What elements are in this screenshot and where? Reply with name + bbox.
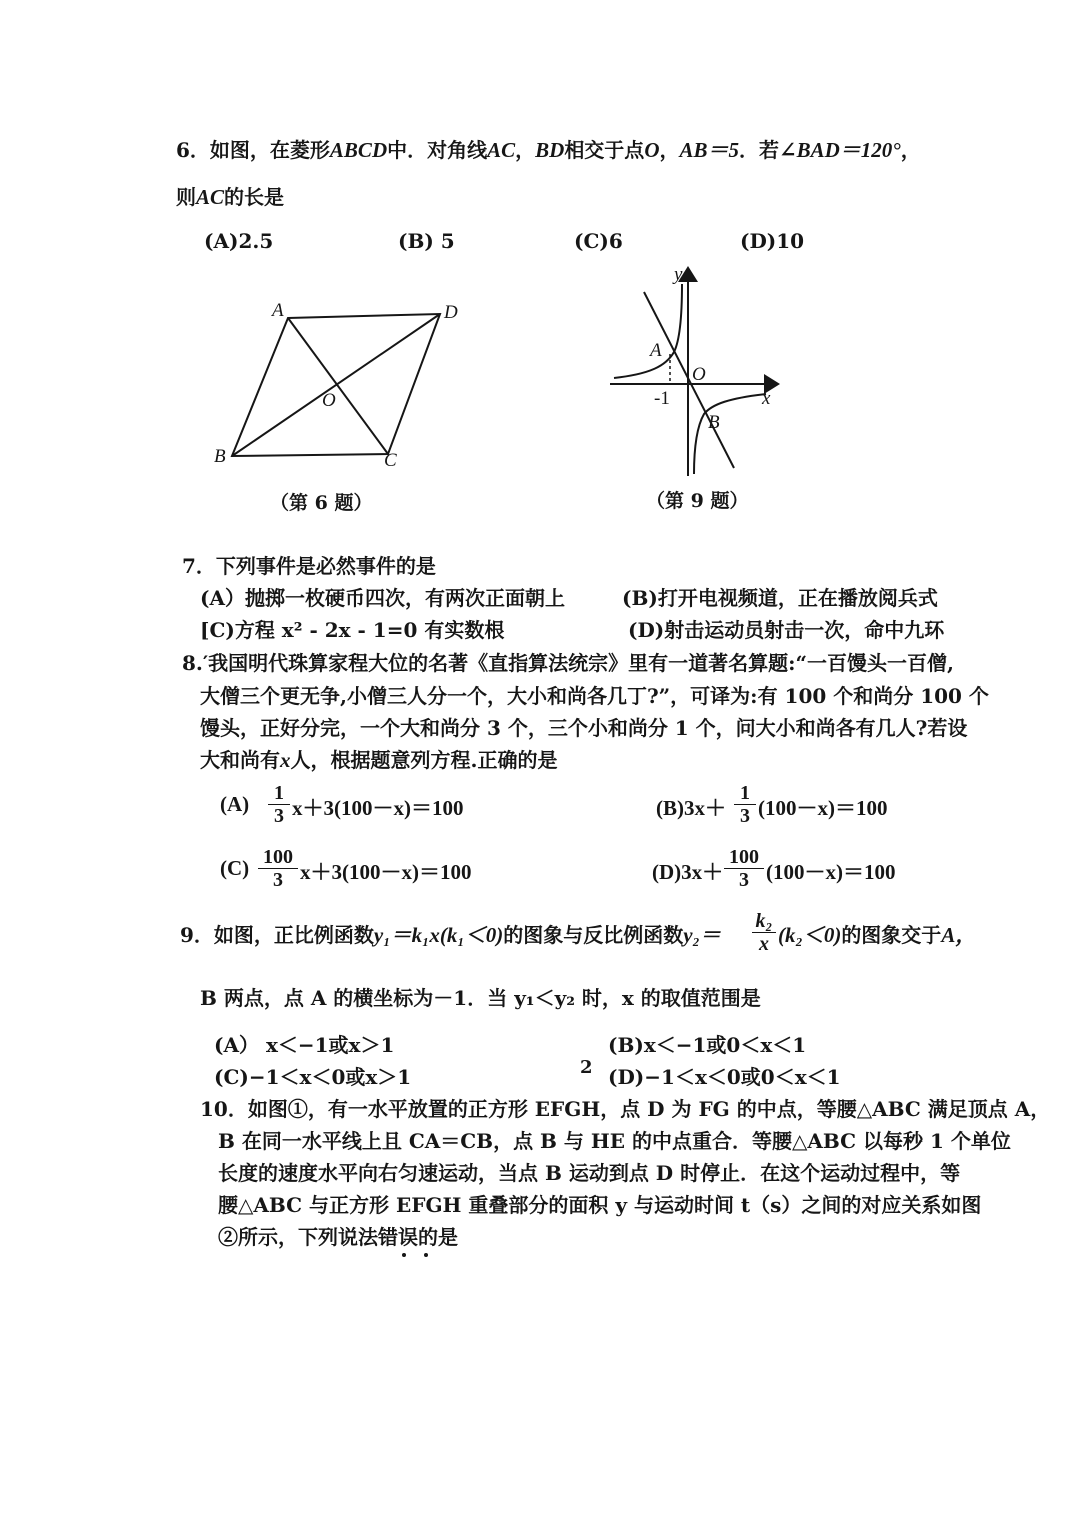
q9-stem-line2: B 两点，点 A 的横坐标为－1．当 y₁＜y₂ 时，x 的取值范围是: [200, 986, 761, 1010]
q8-stem-line4: 大和尚有x人，根据题意列方程.正确的是: [200, 748, 558, 772]
q9-inverse-fraction: $\frac{\text{k₂}}{x}$: [752, 910, 776, 955]
x-axis-label: x: [762, 388, 771, 409]
diagonal-ac: [288, 318, 388, 454]
q7-stem: 7．下列事件是必然事件的是: [182, 554, 436, 578]
emphasis-dot: [402, 1253, 406, 1257]
diagonal-bd: [232, 314, 440, 456]
q10-stem-line1: 10．如图①，有一水平放置的正方形 EFGH，点 D 为 FG 的中点，等腰△ABC 满足顶点 A，: [200, 1097, 1051, 1121]
q7-option-a: (A）抛掷一枚硬币四次，有两次正面朝上: [200, 586, 565, 610]
origin-o-label: O: [692, 364, 706, 385]
figure-6-caption: （第 6 题）: [270, 492, 373, 514]
y-axis-label: y: [674, 264, 683, 285]
q10-stem-line4: 腰△ABC 与正方形 EFGH 重叠部分的面积 y 与运动时间 t（s）之间的对应关系如图: [218, 1193, 982, 1217]
q8-option-a-rest: x＋3(100－x)＝100: [292, 796, 464, 820]
vertex-d-label: D: [444, 302, 458, 323]
q10-stem-line2: B 在同一水平线上且 CA＝CB，点 B 与 HE 的中点重合．等腰△ABC 以每秒 1 个单位: [218, 1129, 1011, 1153]
q8-option-d-label: (D)3x＋: [652, 860, 724, 884]
function-graph-figure: [600, 262, 790, 482]
q9-option-a: (A） x＜−1或x＞1: [214, 1033, 395, 1057]
vertex-b-label: B: [214, 446, 226, 467]
q8-stem-line3: 馒头，正好分完，一个大和尚分 3 个，三个小和尚分 1 个，问大小和尚各有几人?若设: [200, 716, 968, 740]
q6-option-d: (D)10: [740, 229, 805, 253]
q10-stem-line5: ②所示，下列说法错误的是: [218, 1225, 458, 1249]
q7-option-c: [C)方程 x² - 2x - 1=0 有实数根: [200, 618, 505, 642]
q9-option-c: (C)−1＜x＜0或x＞1: [214, 1065, 412, 1089]
emphasis-dot: [424, 1253, 428, 1257]
q8-stem-line1: 8.′我国明代珠算家程大位的名著《直指算法统宗》里有一道著名算题:“一百馒头一百僧,: [182, 651, 955, 675]
q9-option-d: (D)−1＜x＜0或0＜x＜1: [608, 1065, 841, 1089]
q7-option-b: (B)打开电视频道，正在播放阅兵式: [622, 586, 938, 610]
minus-one-label: -1: [654, 388, 670, 409]
figure-9-caption: （第 9 题）: [646, 490, 749, 512]
q9-stem-line1: 9．如图，正比例函数y₁＝k₁x(k₁＜0)的图象与反比例函数y₂＝: [180, 923, 721, 947]
q6-option-a: (A)2.5: [204, 229, 274, 253]
q8-option-b-fraction: $\frac{1}{3}$: [734, 782, 756, 827]
point-a-label: A: [650, 340, 662, 361]
q6-option-c: (C)6: [574, 229, 623, 253]
q8-option-a-label: (A): [220, 792, 250, 816]
q6-option-b: (B) 5: [398, 229, 455, 253]
q9-stem-line1-end: (k₂＜0)的图象交于A，: [778, 923, 977, 947]
q7-option-d: (D)射击运动员射击一次，命中九环: [628, 618, 945, 642]
q8-option-d-fraction: $\frac{100}{3}$: [724, 846, 764, 891]
q9-option-b: (B)x＜−1或0＜x＜1: [608, 1033, 807, 1057]
rhombus-figure: [200, 290, 480, 480]
q6-stem-line1: 6．如图，在菱形ABCD中．对角线AC，BD相交于点O，AB＝5．若∠BAD＝120°，: [176, 138, 921, 162]
q6-stem-line2: 则AC的长是: [176, 185, 285, 209]
q8-option-c-rest: x＋3(100－x)＝100: [300, 860, 472, 884]
q8-stem-line2: 大僧三个更无争,小僧三人分一个，大小和尚各几丁?”，可译为:有 100 个和尚分 100 个: [200, 684, 989, 708]
q10-stem-line3: 长度的速度水平向右匀速运动，当点 B 运动到点 D 时停止．在这个运动过程中，等: [218, 1161, 961, 1185]
center-o-label: O: [322, 390, 336, 411]
vertex-a-label: A: [272, 300, 284, 321]
page-number: 2: [580, 1057, 593, 1078]
q8-option-c-fraction: $\frac{100}{3}$: [258, 846, 298, 891]
q8-option-a-fraction: $\frac{1}{3}$: [268, 782, 290, 827]
q8-option-d-rest: (100－x)＝100: [766, 860, 896, 884]
point-b-label: B: [708, 412, 720, 433]
q8-option-b-label: (B)3x＋: [656, 796, 726, 820]
q8-option-c-label: (C): [220, 856, 250, 880]
vertex-c-label: C: [384, 450, 397, 471]
q8-option-b-rest: (100－x)＝100: [758, 796, 888, 820]
